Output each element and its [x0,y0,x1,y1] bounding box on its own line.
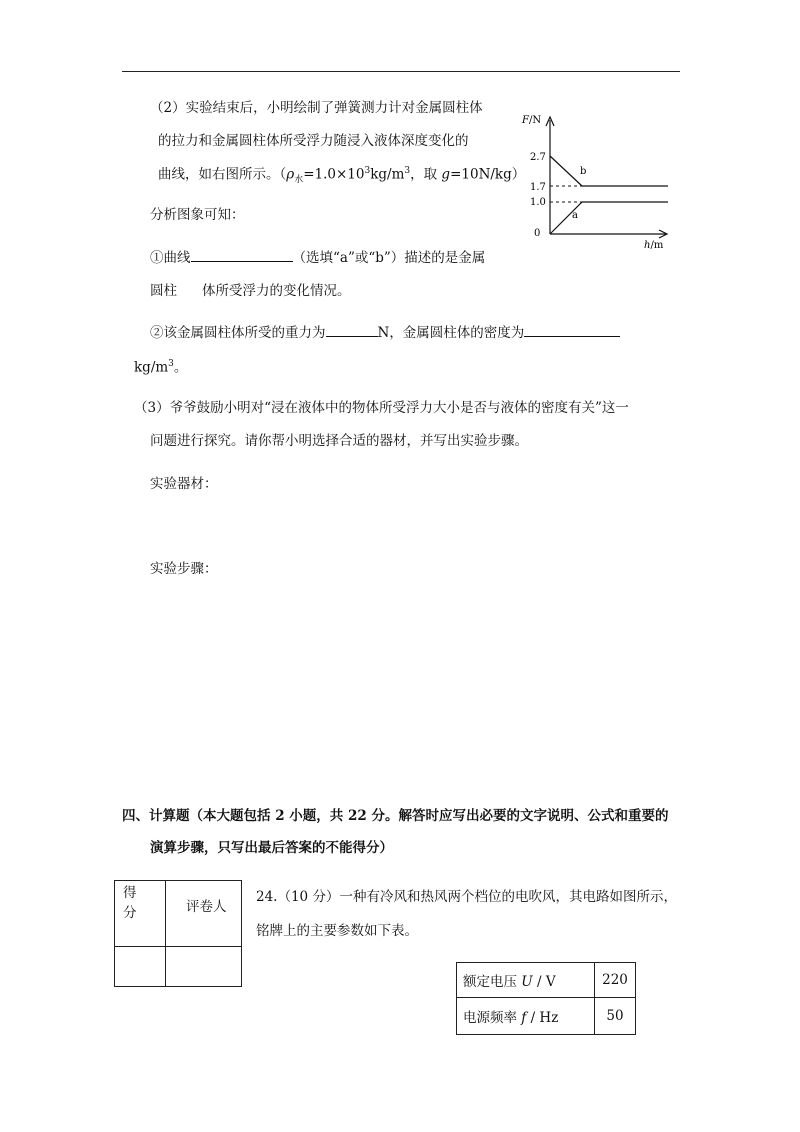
q2-line3-a: 曲线，如右图所示。（ [158,166,287,183]
section4-line1: 四、计算题（本大题包括 2 小题，共 22 分。解答时应写出必要的文字说明、公式和重要的 [122,808,669,824]
force-depth-graph [520,108,670,253]
y-tick-10: 1.0 [530,197,546,208]
g-symbol: g [441,166,451,183]
q2-unit-exp: 3 [168,359,174,369]
q2-line3-b: =1.0×10 [303,166,365,183]
grader-label: 评卷人 [186,899,227,915]
rho-subscript: 水 [294,175,304,186]
q2-line1: （2）实验结束后，小明绘制了弹簧测力计对金属圆柱体 [150,100,483,116]
q24-line2: 铭牌上的主要参数如下表。 [256,923,418,939]
q3-line2: 问题进行探究。请你帮小明选择合适的器材，并写出实验步骤。 [150,433,528,449]
score-input-cell[interactable] [115,947,166,987]
score-label-cell [115,881,166,947]
q2-item2-unit [134,354,187,378]
q2-line3-c: kg/m [370,166,405,183]
q2-item1 [150,247,485,268]
x-axis-label: h/m [644,240,664,251]
q2-unit: kg/m [134,359,169,376]
q24-line1: 24.（10 分）一种有冷风和热风两个档位的电吹风，其电路如图所示， [256,889,677,905]
y-tick-17: 1.7 [530,182,546,193]
q2-exp: 3 [364,166,371,176]
curve-a-label: a [572,210,578,221]
header-rule [122,71,680,72]
y-tick-27: 2.7 [530,152,546,163]
origin-label: 0 [534,228,541,239]
q2-item1-b: （选填“a”或“b”）描述的是金属 [292,250,486,266]
q2-analysis: 分析图象可知： [150,207,245,223]
param-label-voltage: 额定电压 U / V [457,963,595,998]
param-value-voltage: 220 [595,963,636,998]
score-table [114,880,242,987]
score-label-2: 分 [123,905,137,921]
param-value-frequency: 50 [595,998,636,1035]
score-label-1: 得 [123,885,137,901]
q2-item1-a: ①曲线 [150,250,191,266]
q2-unit-end: 。 [173,359,188,376]
answer-blank-2[interactable] [326,322,378,337]
q2-item1-d: 体所受浮力的变化情况。 [202,283,351,299]
q2-line3-e: =10N/kg） [450,166,526,183]
rho-symbol: ρ [286,166,295,183]
q2-item2-a: ②该金属圆柱体所受的重力为 [150,325,326,341]
q2-item1-c: 圆柱 [150,283,177,299]
grader-label-cell [166,881,242,947]
curve-b [550,156,668,186]
q3-steps: 实验步骤： [150,561,218,577]
q2-item2 [150,322,620,343]
q2-line3 [158,161,525,190]
q2-exp2: 3 [404,166,411,176]
curve-a [550,202,668,234]
q2-line3-d: ，取 [410,166,442,183]
answer-blank-1[interactable] [191,247,293,262]
y-axis-label: F/N [522,115,542,126]
param-table [456,962,636,1035]
q2-item1-cont [150,281,351,301]
grader-input-cell[interactable] [166,947,242,987]
q2-line2: 的拉力和金属圆柱体所受浮力随浸入液体深度变化的 [158,133,469,149]
answer-blank-3[interactable] [524,322,620,337]
q3-line1: （3）爷爷鼓励小明对“浸在液体中的物体所受浮力大小是否与液体的密度有关”这一 [134,400,629,416]
curve-b-label: b [580,166,587,177]
q2-item2-b: N，金属圆柱体的密度为 [377,325,525,341]
section4-line2: 演算步骤，只写出最后答案的不能得分） [150,840,393,856]
param-label-frequency: 电源频率 f / Hz [457,998,595,1035]
q3-materials: 实验器材： [150,476,218,492]
